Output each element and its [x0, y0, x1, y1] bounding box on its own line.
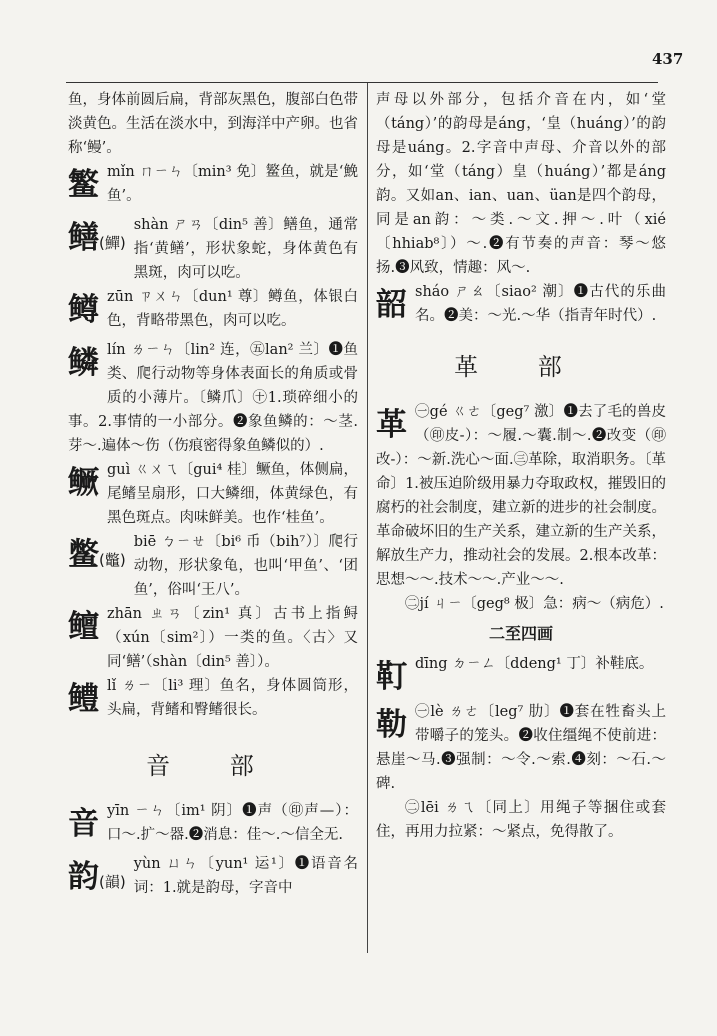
headword: 韵(韻) [68, 859, 126, 895]
entry-definition: guì ㄍㄨㄟ〔gui⁴ 桂〕鳜鱼，体侧扁，尾鳍呈扇形，口大鳞细，体黄绿色，有黑色斑点。肉味鲜美。也作‘桂鱼’。 [107, 462, 358, 526]
headword: 鳢 [68, 681, 99, 717]
headword: 鳝(鱓) [68, 220, 126, 256]
entry-definition: ㊀gé ㄍㄜ〔geg⁷ 激〕❶去了毛的兽皮（㊞皮-）：～履.～囊.制～.❷改变（㊞改-）：～新.洗心～面.㊂革除，取消职务。〔革命〕1.被压迫阶级用暴力夺取政权，摧毁旧的腐朽的社会制度，建立新的进步的社会制度。革命破坏旧的生产关系，建立新的生产关系，解放生产力，推动社会的发展。2.根本改革：思想～～.技术～～.产业～～. [376, 404, 666, 588]
headword: 鳖(鼈) [68, 537, 126, 573]
entry-definition: lín ㄌㄧㄣ〔lin² 连，㊄lan² 兰〕❶鱼类、爬行动物等身体表面长的角质或骨质的小薄片。〔鳞爪〕㊉1.琐碎细小的事。2.事情的一小部分。❷象鱼鳞的：～茎.芽～.遍体～伤（伤痕密得象鱼鳞似的）. [68, 342, 358, 454]
headword: 音 [68, 806, 99, 842]
top-rule [66, 82, 658, 83]
dictionary-entry [68, 338, 358, 458]
entry-definition: sháo ㄕㄠ〔siao² 潮〕❶古代的乐曲名。❷美：～光.～华（指青年时代）. [415, 284, 666, 324]
entry-definition: shàn ㄕㄢ〔din⁵ 善〕鳝鱼，通常指‘黄鳝’，形状象蛇，身体黄色有黑斑，肉可以吃。 [133, 217, 358, 281]
headword: 革 [376, 407, 407, 443]
section-title: 革 部 [454, 353, 588, 381]
dictionary-entry [68, 213, 358, 285]
entry-definition: lǐ ㄌㄧ〔li³ 理〕鱼名，身体圆筒形，头扁，背鳍和臀鳍很长。 [107, 678, 358, 718]
headword: 鳞 [68, 345, 99, 381]
stroke-subheading: 二至四画 [488, 624, 553, 643]
dictionary-entry [68, 799, 358, 852]
headword: 鳣 [68, 609, 99, 645]
headword: 鳟 [68, 292, 99, 328]
secondary-reading: ㊁lēi ㄌㄟ〔同上〕用绳子等捆住或套住，再用力拉紧：～紧点，免得散了。 [376, 800, 666, 840]
dictionary-entry [68, 602, 358, 674]
entry-definition: yīn ㄧㄣ〔im¹ 阴〕❶声（㊞声—）：口～.扩～器.❷消息：佳～.～信全无. [107, 803, 358, 843]
left-column [68, 88, 358, 905]
section-title: 音 部 [146, 752, 280, 780]
dictionary-entry [68, 674, 358, 727]
dictionary-entry [68, 458, 358, 530]
dictionary-entry [68, 530, 358, 602]
right-column [376, 88, 666, 844]
entry-definition: dīng ㄉㄧㄥ〔ddeng¹ 丁〕补鞋底。 [415, 656, 654, 672]
entry-definition: yùn ㄩㄣ〔yun¹ 运¹〕❶语音名词：1.就是韵母，字音中 [133, 856, 358, 896]
dictionary-entry [68, 852, 358, 905]
headword: 韶 [376, 287, 407, 323]
headword: 靪 [376, 659, 407, 695]
dictionary-entry [68, 285, 358, 338]
entry-definition: zūn ㄗㄨㄣ〔dun¹ 尊〕鳟鱼，体银白色，背略带黑色，肉可以吃。 [107, 289, 358, 329]
entry-definition: zhān ㄓㄢ〔zin¹ 真〕古书上指鲟（xún〔sim²〕）一类的鱼。〈古〉又同‘鳝’（shàn〔din⁵ 善〕）。 [107, 606, 358, 670]
entry-definition: biē ㄅㄧㄝ〔bi⁶ 币（bih⁷）〕爬行动物，形状象龟，也叫‘甲鱼’、‘团鱼’，俗叫‘王八’。 [133, 534, 358, 598]
dictionary-entry [376, 652, 666, 700]
dictionary-entry [376, 280, 666, 328]
headword: 鳘 [68, 167, 99, 203]
continued-text: 声母以外部分，包括介音在内，如‘堂（táng）’的韵母是áng，‘皇（huáng）’的韵母是uáng。2.字音中声母、介音以外的部分，如‘堂（táng）皇（huáng）’都是áng韵。又如an、ian、uan、üan是四个韵母，同是an韵：～类.～文.押～.叶（xié〔hhiab⁸〕）～.❷有节奏的声音：琴～悠扬.❸风致，情趣：风～. [376, 92, 666, 276]
headword: 勒 [376, 707, 407, 743]
page-number: 437 [652, 50, 684, 68]
dictionary-entry [376, 700, 666, 796]
headword: 鳜 [68, 465, 99, 501]
dictionary-entry [68, 160, 358, 213]
entry-definition: mǐn ㄇㄧㄣ〔min³ 免〕鳘鱼，就是‘鮸鱼’。 [107, 164, 358, 204]
secondary-reading: ㊁jí ㄐㄧ〔geg⁸ 极〕急：病～（病危）. [405, 596, 664, 612]
continued-text: 鱼，身体前圆后扁，背部灰黑色，腹部白色带淡黄色。生活在淡水中，到海洋中产卵。也省称‘鳗’。 [68, 92, 358, 156]
dictionary-entry [376, 400, 666, 592]
entry-definition: ㊀lè ㄌㄜ〔leg⁷ 肋〕❶套在牲畜头上带嚼子的笼头。❷收住缰绳不使前进：悬崖～马.❸强制：～令.～索.❹刻：～石.～碑. [376, 704, 666, 792]
column-divider [367, 83, 368, 953]
